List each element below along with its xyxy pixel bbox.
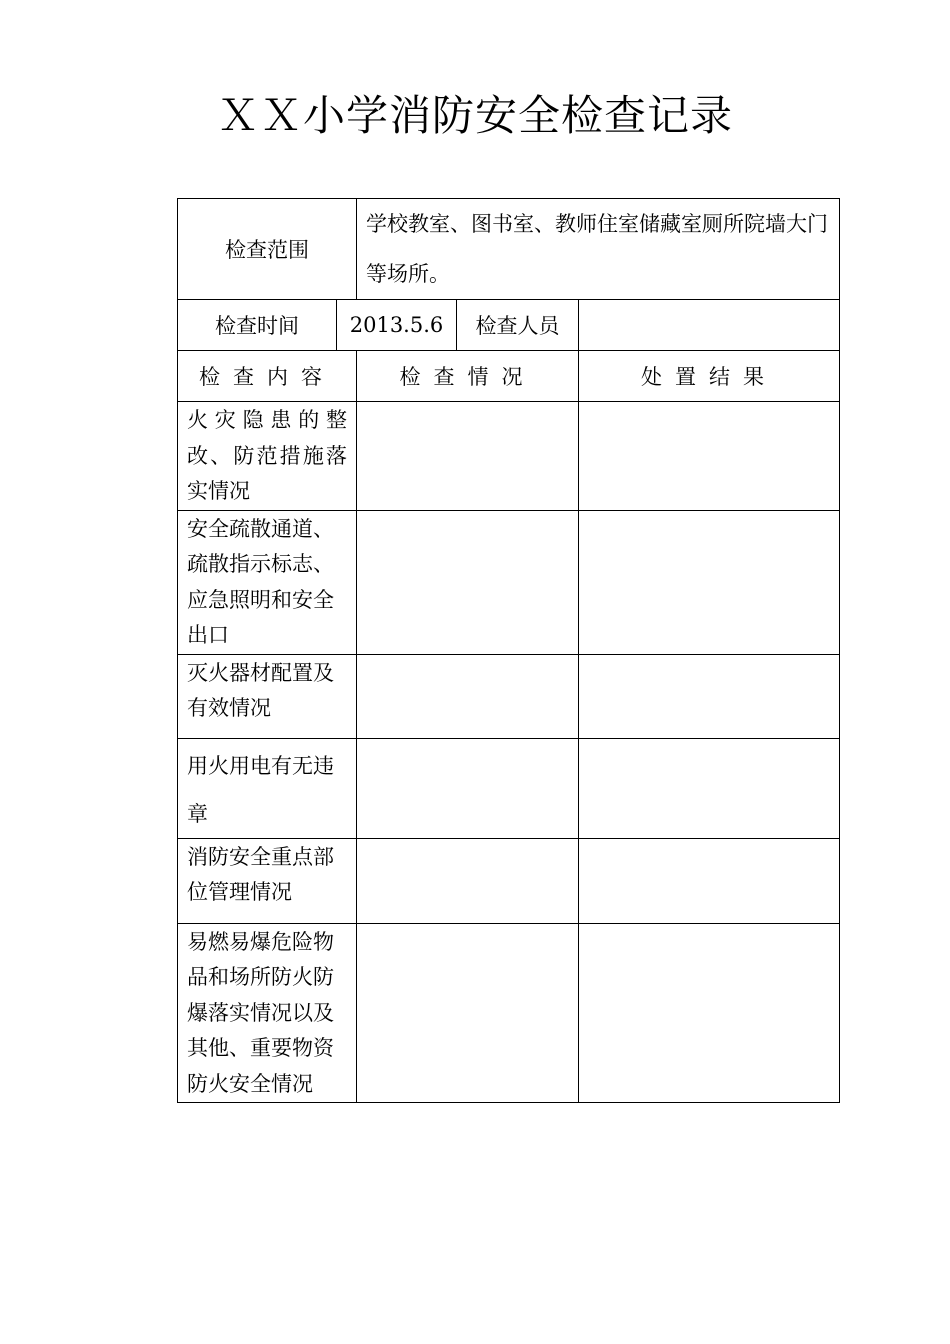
table-row (178, 654, 840, 738)
item-result[interactable] (579, 510, 840, 654)
inspector-label: 检查人员 (457, 300, 579, 351)
scope-value: 学校教室、图书室、教师住室储藏室厕所院墙大门等场所。 (357, 199, 840, 300)
table-row (178, 923, 840, 1103)
item-content: 灭火器材配置及有效情况 (178, 654, 357, 738)
item-situation[interactable] (357, 402, 579, 511)
item-content: 用火用电有无违章 (178, 738, 357, 838)
inspector-value[interactable] (579, 300, 840, 351)
item-situation[interactable] (357, 838, 579, 923)
item-result[interactable] (579, 654, 840, 738)
item-content: 火灾隐患的整改、防范措施落实情况 (178, 402, 357, 511)
time-label: 检查时间 (178, 300, 337, 351)
header-content: 检查内容 (178, 351, 357, 402)
page-title: ＸＸ小学消防安全检查记录 (216, 91, 733, 140)
scope-label: 检查范围 (178, 199, 357, 300)
item-result[interactable] (579, 738, 840, 838)
header-situation: 检查情况 (357, 351, 579, 402)
table-row (178, 402, 840, 511)
item-situation[interactable] (357, 654, 579, 738)
item-result[interactable] (579, 402, 840, 511)
item-situation[interactable] (357, 738, 579, 838)
header-row (178, 351, 840, 402)
item-result[interactable] (579, 923, 840, 1103)
table-row (178, 510, 840, 654)
scope-row (178, 199, 840, 300)
item-content: 消防安全重点部位管理情况 (178, 838, 357, 923)
time-row (178, 300, 840, 351)
header-result: 处置结果 (579, 351, 840, 402)
table-row (178, 838, 840, 923)
item-content: 安全疏散通道、疏散指示标志、应急照明和安全出口 (178, 510, 357, 654)
table-row (178, 738, 840, 838)
time-value: 2013.5.6 (337, 300, 457, 351)
item-content: 易燃易爆危险物品和场所防火防爆落实情况以及其他、重要物资防火安全情况 (178, 923, 357, 1103)
item-situation[interactable] (357, 510, 579, 654)
inspection-record-table (177, 198, 840, 1103)
item-result[interactable] (579, 838, 840, 923)
item-situation[interactable] (357, 923, 579, 1103)
